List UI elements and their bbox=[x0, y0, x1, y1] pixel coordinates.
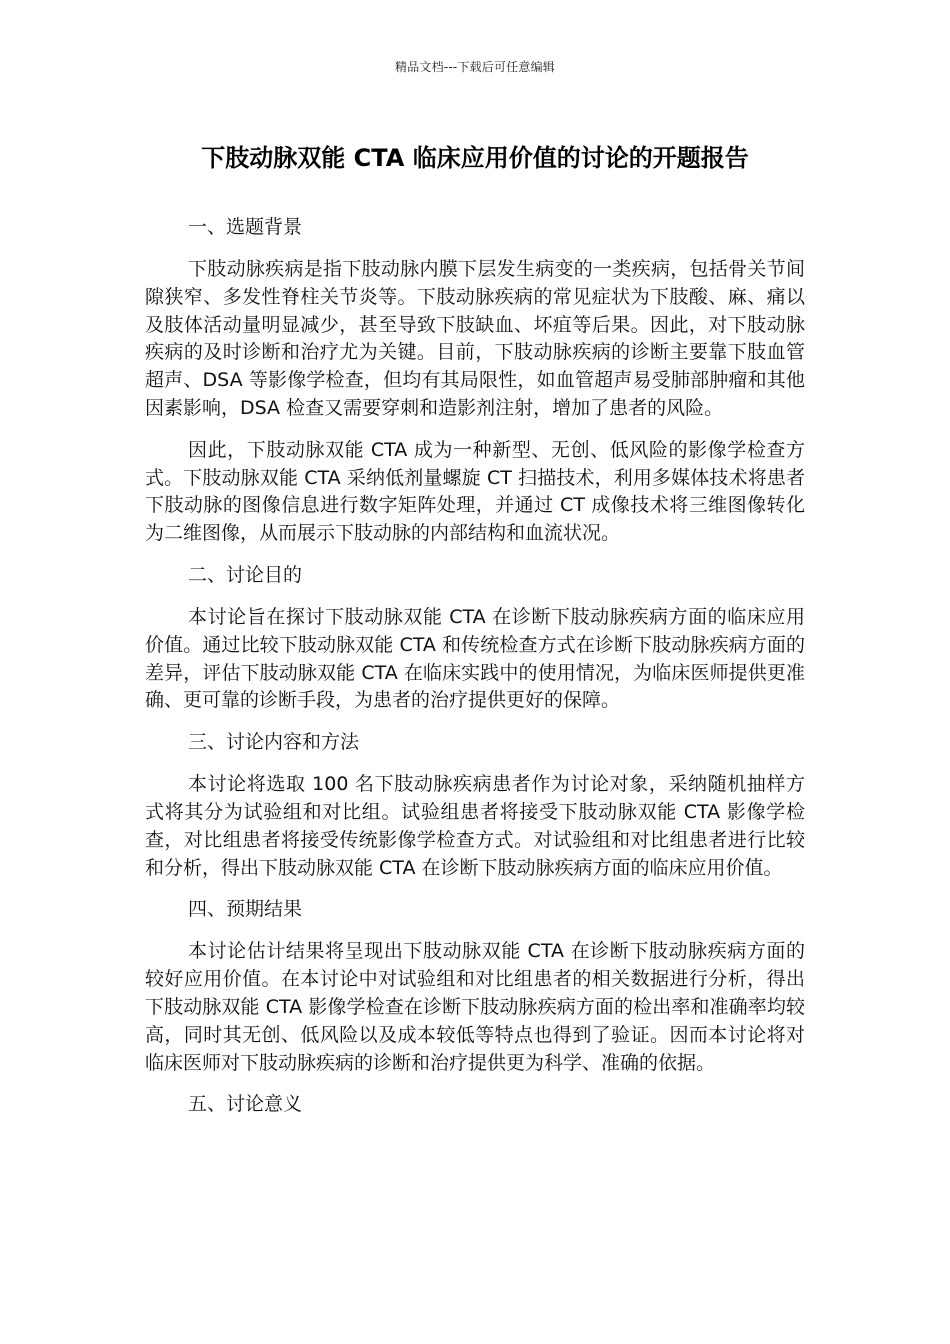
document-title: 下肢动脉双能 CTA 临床应用价值的讨论的开题报告 bbox=[201, 144, 749, 172]
section-heading-expected-results: 四、预期结果 bbox=[188, 898, 303, 921]
header-note: 精品文档---下载后可任意编辑 bbox=[395, 60, 555, 74]
paragraph-expected-results-1: 本讨论估计结果将呈现出下肢动脉双能 CTA 在诊断下肢动脉疾病方面的较好应用价值。在本讨论中对试验组和对比组患者的相关数据进行分析，得出下肢动脉双能 CTA 影像学检查在诊断下肢动脉疾病方面的检出率和准确率均较高，同时其无创、低风险以及成本较低等特点也得到了验证。因而本讨论将对临床医师对下肢动脉疾病的诊断和治疗提供更为科学、准确的依据。 bbox=[145, 940, 805, 1074]
section-heading-background: 一、选题背景 bbox=[188, 216, 303, 238]
document-body bbox=[145, 214, 805, 1133]
paragraph-purpose-1: 本讨论旨在探讨下肢动脉双能 CTA 在诊断下肢动脉疾病方面的临床应用价值。通过比较下肢动脉双能 CTA 和传统检查方式在诊断下肢动脉疾病方面的差异，评估下肢动脉双能 CTA 在临床实践中的使用情况，为临床医师提供更准确、更可靠的诊断手段，为患者的治疗提供更好的保障。 bbox=[145, 605, 805, 712]
section-heading-content-methods: 三、讨论内容和方法 bbox=[188, 731, 360, 754]
paragraph-background-1: 下肢动脉疾病是指下肢动脉内膜下层发生病变的一类疾病，包括骨关节间隙狭窄、多发性脊柱关节炎等。下肢动脉疾病的常见症状为下肢酸、麻、痛以及肢体活动量明显减少，甚至导致下肢缺血、坏疽等后果。因此，对下肢动脉疾病的及时诊断和治疗尤为关键。目前，下肢动脉疾病的诊断主要靠下肢血管超声、DSA 等影像学检查，但均有其局限性，如血管超声易受肺部肿瘤和其他因素影响，DSA 检查又需要穿刺和造影剂注射，增加了患者的风险。 bbox=[145, 258, 805, 419]
section-heading-purpose: 二、讨论目的 bbox=[188, 563, 303, 586]
section-heading-significance: 五、讨论意义 bbox=[188, 1093, 303, 1116]
paragraph-background-2: 因此，下肢动脉双能 CTA 成为一种新型、无创、低风险的影像学检查方式。下肢动脉双能 CTA 采纳低剂量螺旋 CT 扫描技术，利用多媒体技术将患者下肢动脉的图像信息进行数字矩阵处理，并通过 CT 成像技术将三维图像转化为二维图像，从而展示下肢动脉的内部结构和血流状况。 bbox=[145, 438, 805, 545]
paragraph-content-methods-1: 本讨论将选取 100 名下肢动脉疾病患者作为讨论对象，采纳随机抽样方式将其分为试验组和对比组。试验组患者将接受下肢动脉双能 CTA 影像学检查，对比组患者将接受传统影像学检查方式。对试验组和对比组患者进行比较和分析，得出下肢动脉双能 CTA 在诊断下肢动脉疾病方面的临床应用价值。 bbox=[145, 773, 805, 879]
